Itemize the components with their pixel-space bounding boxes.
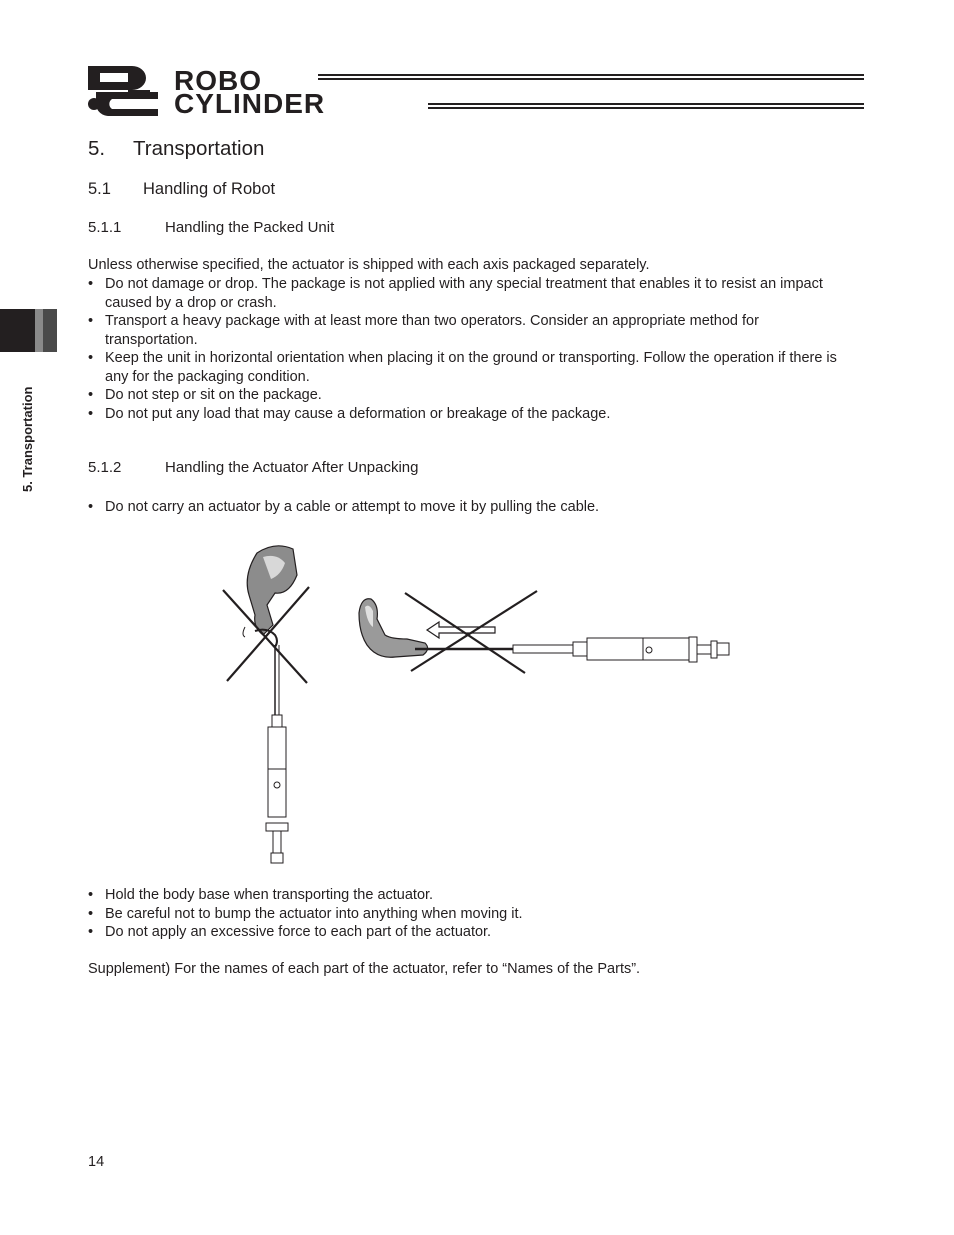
- list-item: • Do not carry an actuator by a cable or attempt to move it by pulling the cable.: [88, 498, 848, 517]
- section-heading: 5. Transportation: [88, 137, 265, 160]
- page-number: 14: [88, 1154, 105, 1170]
- list-item: • Keep the unit in horizontal orientation when placing it on the ground or transporting. Follow the operation if there is any for the packaging condition.: [88, 349, 848, 386]
- sub1-heading: 5.1.1 Handling the Packed Unit: [88, 219, 335, 236]
- prohibited-cross-icon: [405, 591, 537, 673]
- sub2-title: Handling the Actuator After Unpacking: [165, 459, 419, 476]
- chapter-tab-label: 5. Transportation: [20, 386, 35, 492]
- rc-logo-icon: [88, 66, 160, 116]
- sub1-title: Handling the Packed Unit: [165, 219, 335, 236]
- subsection-title: Handling of Robot: [143, 180, 276, 198]
- section-title: Transportation: [133, 137, 265, 160]
- logo-text-robo: ROBO: [174, 65, 262, 96]
- list-item: • Hold the body base when transporting the actuator.: [88, 886, 848, 905]
- pulling-cable-figure: [359, 599, 729, 662]
- chapter-tab: [0, 309, 57, 352]
- header-logo: [88, 65, 868, 119]
- list-item: • Do not apply an excessive force to each part of the actuator.: [88, 923, 848, 942]
- list-item: • Do not put any load that may cause a deformation or breakage of the package.: [88, 405, 848, 424]
- actuator-handling-illustration: [215, 535, 740, 870]
- header-rule-bottom-2: [428, 107, 864, 109]
- subsection-heading: 5.1 Handling of Robot: [88, 180, 276, 198]
- header-rule-top-1: [318, 74, 864, 76]
- header-rule-top-2: [318, 78, 864, 80]
- sub1-bullet-list: [88, 275, 848, 423]
- sub2-bullet-list-top: [88, 498, 848, 517]
- list-item: • Transport a heavy package with at least more than two operators. Consider an appropriate method for transportation.: [88, 312, 848, 349]
- supplement-note: Supplement) For the names of each part of the actuator, refer to “Names of the Parts”.: [88, 961, 641, 977]
- logo-text-cylinder: CYLINDER: [174, 88, 326, 119]
- sub1-intro: Unless otherwise specified, the actuator is shipped with each axis packaged separately.: [88, 257, 650, 273]
- header-rule-bottom-1: [428, 103, 864, 105]
- sub2-bullet-list-bottom: [88, 886, 848, 942]
- hanging-actuator-figure: [243, 546, 297, 863]
- list-item: • Be careful not to bump the actuator into anything when moving it.: [88, 905, 848, 924]
- list-item: • Do not step or sit on the package.: [88, 386, 848, 405]
- sub2-heading: 5.1.2 Handling the Actuator After Unpacking: [88, 459, 419, 476]
- list-item: • Do not damage or drop. The package is not applied with any special treatment that enables it to resist an impact caused by a drop or crash.: [88, 275, 848, 312]
